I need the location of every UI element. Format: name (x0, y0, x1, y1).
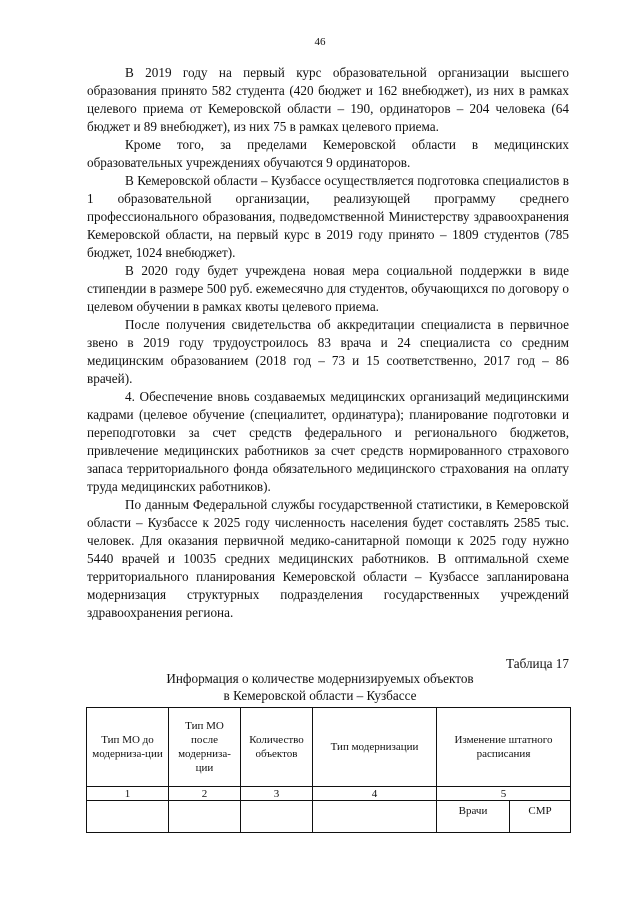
empty-cell (241, 801, 313, 833)
empty-cell (313, 801, 437, 833)
document-body (87, 64, 569, 622)
table-subheader-row (87, 801, 571, 833)
empty-cell (87, 801, 169, 833)
table-label: Таблица 17 (506, 656, 569, 671)
paragraph: В 2019 году на первый курс образовательной организации высшего образования принято 582 студента (420 бюджет и 162 внебюджет), из них в рамках целевого приема от Кемеровской области – 190, ординаторов – 204 человека (64 бюджет и 89 внебюджет), из них 75 в рамках целевого приема. (87, 65, 569, 134)
header-cell: Тип МО до модерниза-ции (87, 708, 169, 787)
table-number-row (87, 787, 571, 801)
paragraph: После получения свидетельства об аккредитации специалиста в первичное звено в 2019 году трудоустроилось 83 врача и 24 специалиста со средним медицинским образованием (2018 год – 73 и 15 соответственно, 2017 год – 86 врачей). (87, 317, 569, 386)
page-number: 46 (314, 36, 326, 48)
header-cell: Изменение штатного расписания (437, 708, 571, 787)
paragraph: В Кемеровской области – Кузбассе осуществляется подготовка специалистов в 1 образовательной организации, реализующей программу среднего профессионального образования, подведомственной Министерству здравоохранения Кемеровской области, на первый курс в 2019 году принято – 1809 студентов (785 бюджет, 1024 внебюджет). (87, 173, 569, 260)
sub-header-cell: СМР (510, 801, 571, 833)
column-number: 1 (87, 787, 169, 801)
table-title-line: в Кемеровской области – Кузбассе (223, 688, 417, 703)
empty-cell (169, 801, 241, 833)
table-title-line: Информация о количестве модернизируемых объектов (166, 671, 474, 686)
column-number: 2 (169, 787, 241, 801)
paragraph: Кроме того, за пределами Кемеровской области в медицинских образовательных учреждениях обучаются 9 ординаторов. (87, 137, 569, 170)
paragraph: По данным Федеральной службы государственной статистики, в Кемеровской области – Кузбассе к 2025 году численность населения будет составлять 2585 тыс. человек. Для оказания первичной медико-санитарной помощи к 2025 году нужно 5440 врачей и 10035 средних медицинских работников. В оптимальной схеме территориального планирования Кемеровской области – Кузбассе запланирована модернизация структурных подразделения государственных учреждений здравоохранения региона. (87, 497, 569, 620)
column-number: 3 (241, 787, 313, 801)
header-cell: Количество объектов (241, 708, 313, 787)
table-header-row (87, 708, 571, 787)
sub-header-cell: Врачи (437, 801, 510, 833)
column-number: 4 (313, 787, 437, 801)
header-cell: Тип МО после модерниза-ции (169, 708, 241, 787)
header-cell: Тип модернизации (313, 708, 437, 787)
column-number: 5 (437, 787, 571, 801)
paragraph: В 2020 году будет учреждена новая мера социальной поддержки в виде стипендии в размере 500 руб. ежемесячно для студентов, обучающихся по договору о целевом обучении в рамках квоты целевого приема. (87, 263, 570, 314)
modernization-table (86, 707, 571, 833)
paragraph: 4. Обеспечение вновь создаваемых медицинских организаций медицинскими кадрами (целевое обучение (специалитет, ординатура); планирование подготовки и переподготовки за счет средств федерального и регионального бюджетов, привлечение медицинских работников за счет средств нормированного страхового запаса территориального фонда обязательного медицинского страхования на оплату труда медицинских работников). (87, 389, 569, 494)
table-title (0, 670, 640, 704)
